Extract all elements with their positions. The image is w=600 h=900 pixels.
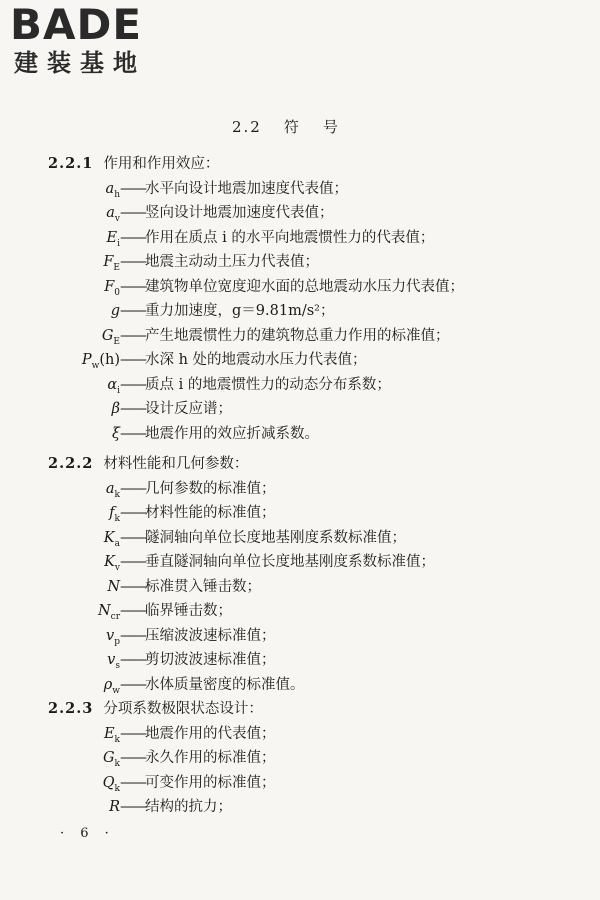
symbol-item [40,226,434,249]
symbol-subscript: k [114,489,120,500]
symbol: $a_k$ [105,480,120,500]
clause-title: 材料性能和几何参数： [103,456,249,472]
symbol-item [40,422,319,443]
symbol-item [40,526,406,549]
symbol-description: 结构的抗力； [145,799,232,815]
em-dash: —— [120,627,145,644]
logo-subtitle: 建装基地 [14,49,146,77]
clause-heading [48,152,219,173]
em-dash: —— [120,376,145,393]
symbol-item [40,275,464,298]
symbol-item [40,348,367,371]
symbol-subscript: 0 [114,287,120,298]
symbol-description: 垂直隧洞轴向单位长度地基刚度系数标准值； [145,554,435,570]
symbol-subscript: p [114,636,120,647]
symbol-item [40,250,319,273]
symbol: $N_{cr}$ [97,603,120,622]
em-dash: —— [120,425,145,442]
clause-number: 2.2.3 [48,700,94,717]
symbol-description: 水体质量密度的标准值。 [145,676,305,693]
symbol-description: 作用在质点 i 的水平向地震惯性力的代表值； [145,229,435,246]
section-title-char-1: 符 [283,118,301,136]
symbol-subscript: w [112,685,120,696]
symbol-suffix: (h) [99,352,120,368]
symbol-subscript: k [114,783,120,794]
em-dash: —— [120,774,145,791]
symbol-description: 水平向设计地震加速度代表值； [145,180,348,197]
clause-number: 2.2.2 [48,455,94,472]
em-dash: —— [120,229,145,246]
em-dash: —— [120,799,145,815]
section-number: 2.2 [232,118,262,136]
symbol: $\rho_w$ [103,676,120,696]
section-title-char-2: 号 [322,118,340,136]
symbol-subscript: i [117,385,120,396]
symbol-item [40,673,305,696]
symbol-item [40,795,232,816]
symbol-subscript: E [113,336,120,347]
symbol: $F_0$ [104,278,120,298]
symbol: N [107,578,120,595]
symbol-description: 隧洞轴向单位长度地基刚度系数标准值； [145,529,406,546]
clause-heading [48,452,248,473]
symbol: $P_w(h)$ [81,352,120,371]
symbol-description: 可变作用的标准值； [145,774,276,791]
symbol-description: 地震作用的效应折减系数。 [145,425,319,442]
page-number: · 6 · [60,826,115,841]
em-dash: —— [120,254,145,270]
symbol: R [109,799,120,815]
em-dash: —— [120,603,145,619]
symbol-subscript: i [117,238,120,249]
symbol-item [40,477,276,500]
symbol-item [40,324,450,347]
symbol: g [110,303,120,319]
symbol-description: 剪切波波速标准值； [145,652,276,668]
symbol-description: 质点 i 的地震惯性力的动态分布系数； [145,376,391,393]
clause-title: 作用和作用效应： [103,156,220,172]
em-dash: —— [120,750,145,766]
symbol-item [40,177,348,200]
em-dash: —— [120,529,145,546]
symbol: ξ [112,425,120,442]
symbol: $f_k$ [109,505,120,524]
symbol-description: 临界锤击数； [145,603,232,619]
symbol-description: 地震作用的代表值； [145,725,276,742]
symbol-item [40,624,276,647]
symbol-description: 设计反应谱； [145,401,232,417]
clause-heading [48,697,263,718]
symbol-item [40,501,276,524]
symbol-item [40,397,232,418]
symbol-description: 压缩波波速标准值； [145,627,276,644]
symbol-description: 产生地震惯性力的建筑物总重力作用的标准值； [145,327,450,344]
em-dash: —— [120,278,145,295]
symbol-subscript: k [114,513,120,524]
symbol-subscript: h [114,189,120,200]
symbol-item [40,299,334,320]
symbol-item [40,575,261,596]
em-dash: —— [120,401,145,417]
em-dash: —— [120,327,145,344]
em-dash: —— [120,303,145,319]
logo-text: BADE [10,0,143,49]
symbol-description: 重力加速度，g＝9.81m/s²； [145,303,335,319]
symbol-subscript: a [114,538,120,549]
symbol-item [40,771,276,794]
symbol: $E_k$ [103,725,120,745]
symbol-item [40,746,276,769]
symbol-description: 竖向设计地震加速度代表值； [145,205,334,221]
symbol: $K_v$ [104,554,120,573]
em-dash: —— [120,676,145,693]
clause-number: 2.2.1 [48,155,94,172]
symbol: $G_E$ [101,327,120,347]
symbol-description: 水深 h 处的地震动水压力代表值； [145,352,367,368]
symbol-subscript: cr [110,611,120,622]
symbol-subscript: k [114,758,120,769]
symbol-subscript: v [114,562,120,573]
symbol-description: 建筑物单位宽度迎水面的总地震动水压力代表值； [145,278,464,295]
symbol-item [40,201,334,224]
symbol: $a_h$ [105,180,120,200]
symbol: $\alpha_i$ [107,376,120,396]
em-dash: —— [120,578,145,595]
symbol: $E_i$ [106,229,120,249]
em-dash: —— [120,725,145,742]
symbol-item [40,550,435,573]
symbol-item [40,648,276,671]
clause-title: 分项系数极限状态设计： [103,701,263,717]
symbol-description: 地震主动动土压力代表值； [145,254,319,270]
em-dash: —— [120,180,145,197]
symbol-subscript: v [114,213,120,224]
em-dash: —— [120,652,145,668]
symbol: $G_k$ [102,750,120,769]
symbol-description: 几何参数的标准值； [145,480,276,497]
symbol-subscript: s [115,660,120,671]
symbol: $Q_k$ [102,774,120,794]
em-dash: —— [120,205,145,221]
bade-logo [10,2,180,78]
symbol-item [40,373,391,396]
em-dash: —— [120,480,145,497]
symbol: β [111,401,120,417]
symbol-subscript: w [91,360,100,371]
em-dash: —— [120,352,145,368]
symbol-subscript: E [113,262,120,273]
symbol-description: 永久作用的标准值； [145,750,276,766]
symbol: $F_E$ [103,254,120,273]
symbol-description: 标准贯入锤击数； [145,578,261,595]
em-dash: —— [120,505,145,521]
symbol-item [40,599,232,622]
symbol-subscript: k [114,734,120,745]
symbol: $v_s$ [107,652,120,671]
symbol: $a_v$ [106,205,120,224]
symbol-description: 材料性能的标准值； [145,505,276,521]
section-title [232,116,340,137]
em-dash: —— [120,554,145,570]
symbol-item [40,722,276,745]
symbol: $v_p$ [106,627,120,647]
symbol: $K_a$ [103,529,120,549]
